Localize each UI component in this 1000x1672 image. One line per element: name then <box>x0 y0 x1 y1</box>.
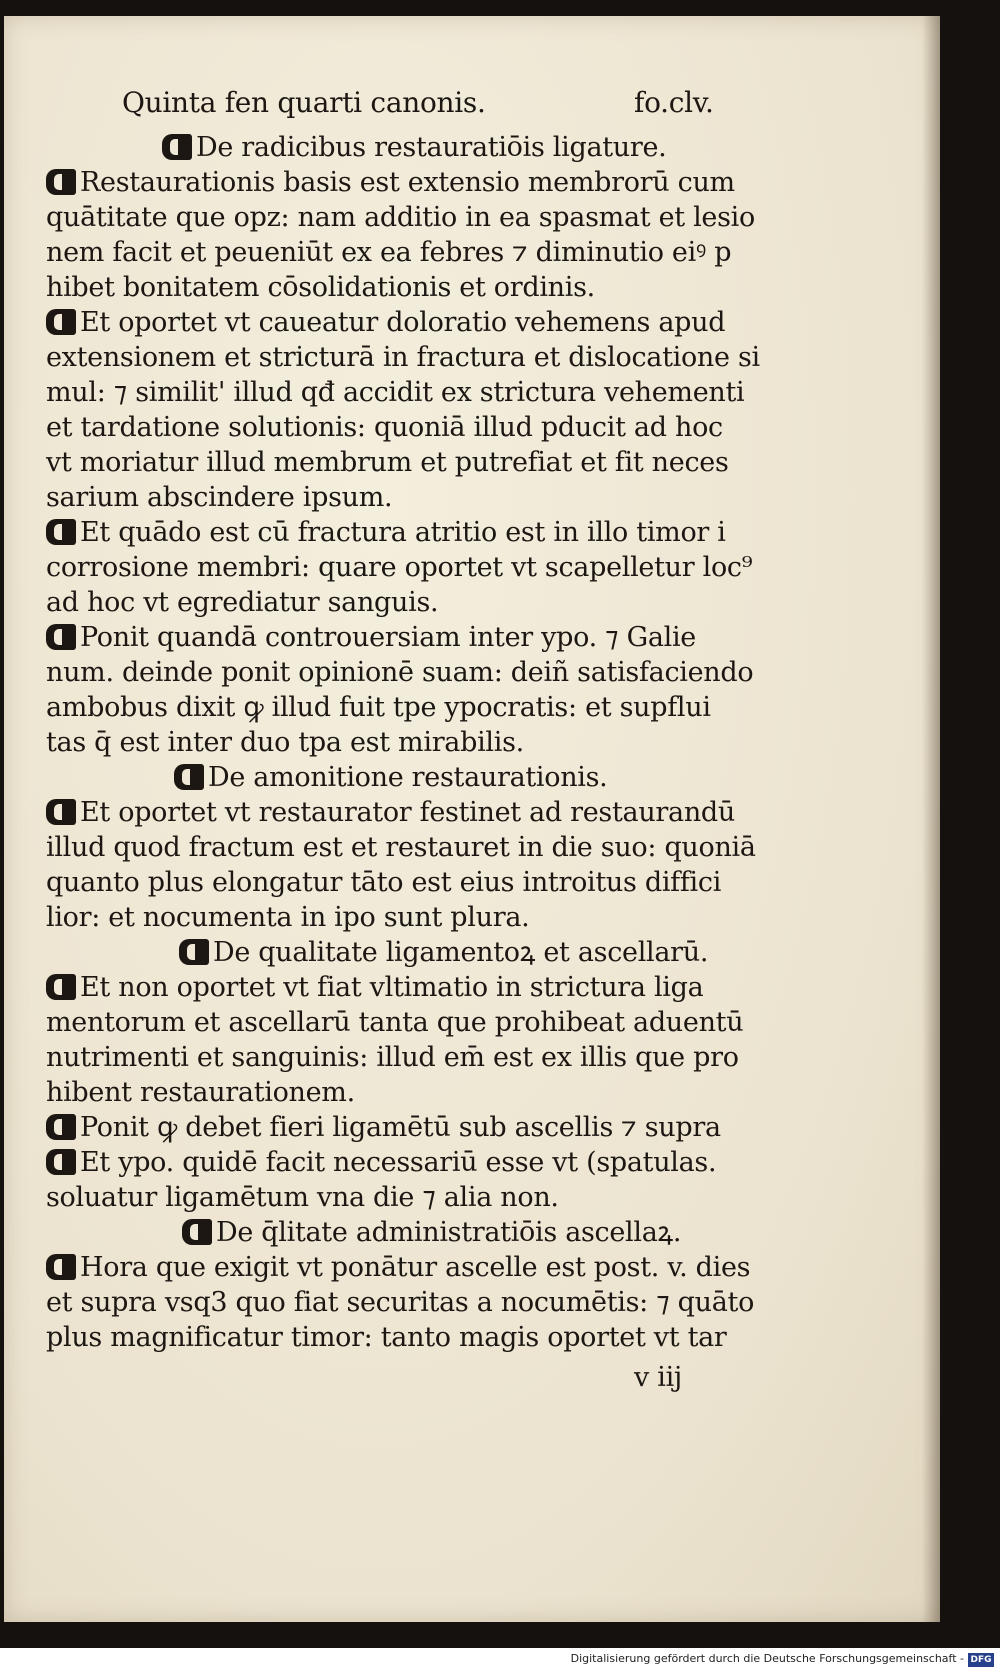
paragraph-start: Hora que exigit vt ponātur ascelle est post. v. dies <box>46 1251 750 1285</box>
section-heading: De amonitione restaurationis. <box>174 761 607 795</box>
paragraph-start: Ponit ꝙ debet fieri ligamētū sub ascellis ⁊ supra <box>46 1111 721 1145</box>
paragraph-start: Et oportet vt restaurator festinet ad restaurandū <box>46 796 735 830</box>
section-heading: De q̄litate administratiōis ascellaꝝ. <box>182 1216 681 1250</box>
text-line: mentorum et ascellarū tanta que prohibeat aduentū <box>46 1007 744 1038</box>
funding-credit: Digitalisierung gefördert durch die Deutsche Forschungsgemeinschaft - <box>570 1652 964 1665</box>
text-line: corrosione membri: quare oportet vt scapelletur loc⁹ <box>46 552 753 583</box>
paragraph-mark-icon <box>46 1149 76 1175</box>
text-block <box>4 16 940 1622</box>
text-line: hibent restaurationem. <box>46 1077 355 1108</box>
paragraph-start: Et oportet vt caueatur doloratio vehemens apud <box>46 306 725 340</box>
text-line: hibet bonitatem cōsolidationis et ordinis. <box>46 272 595 303</box>
text-line: vt moriatur illud membrum et putrefiat et fit neces <box>46 447 729 478</box>
section-heading: De radicibus restauratiōis ligature. <box>162 131 666 165</box>
running-head-title: Quinta fen quarti canonis. <box>122 86 486 119</box>
text-line: num. deinde ponit opinionē suam: deiñ satisfaciendo <box>46 657 754 688</box>
text-line: ambobus dixit ꝙ illud fuit tpe ypocratis: et supflui <box>46 692 711 723</box>
text-line: quātitate que opz: nam additio in ea spasmat et lesio <box>46 202 755 233</box>
text-line: quanto plus elongatur tāto est eius introitus diffici <box>46 867 722 898</box>
dfg-logo: DFG <box>968 1653 994 1667</box>
paragraph-start: Restaurationis basis est extensio membrorū cum <box>46 166 735 200</box>
text-line: nem facit et peueniūt ex ea febres ⁊ diminutio eiꝰ p <box>46 237 732 268</box>
text-line: tas q̄ est inter duo tpa est mirabilis. <box>46 727 524 758</box>
paragraph-mark-icon <box>46 169 76 195</box>
text-line: et tardatione solutionis: quoniā illud pducit ad hoc <box>46 412 723 443</box>
text-line: et supra vsq3 quo fiat securitas a nocumētis: ⁊ quāto <box>46 1287 755 1318</box>
section-heading: De qualitate ligamentoꝝ et ascellarū. <box>179 936 708 970</box>
paragraph-start: Et ypo. quidē facit necessariū esse vt (spatulas. <box>46 1146 716 1180</box>
signature-mark: v iij <box>634 1362 682 1393</box>
text-line: lior: et nocumenta in ipo sunt plura. <box>46 902 530 933</box>
text-line: mul: ⁊ similit' illud qđ accidit ex strictura vehementi <box>46 377 745 408</box>
footer-bar <box>0 1648 1000 1672</box>
paragraph-mark-icon <box>46 1114 76 1140</box>
paragraph-mark-icon <box>162 134 192 160</box>
paragraph-mark-icon <box>46 624 76 650</box>
paragraph-mark-icon <box>174 764 204 790</box>
paragraph-mark-icon <box>46 309 76 335</box>
text-line: sarium abscindere ipsum. <box>46 482 393 513</box>
paragraph-mark-icon <box>46 974 76 1000</box>
paragraph-start: Ponit quandā controuersiam inter ypo. ⁊ Galie <box>46 621 696 655</box>
book-page <box>4 16 940 1622</box>
paragraph-mark-icon <box>179 939 209 965</box>
text-line: soluatur ligamētum vna die ⁊ alia non. <box>46 1182 559 1213</box>
paragraph-start: Et non oportet vt fiat vltimatio in strictura liga <box>46 971 703 1005</box>
paragraph-start: Et quādo est cū fractura atritio est in illo timor i <box>46 516 726 550</box>
running-head-folio: fo.clv. <box>634 86 714 119</box>
text-line: illud quod fractum est et restauret in die suo: quoniā <box>46 832 756 863</box>
text-line: extensionem et stricturā in fractura et dislocatione si <box>46 342 760 373</box>
text-line: ad hoc vt egrediatur sanguis. <box>46 587 439 618</box>
paragraph-mark-icon <box>46 799 76 825</box>
paragraph-mark-icon <box>46 519 76 545</box>
paragraph-mark-icon <box>46 1254 76 1280</box>
text-line: nutrimenti et sanguinis: illud em̄ est ex illis que pro <box>46 1042 739 1073</box>
paragraph-mark-icon <box>182 1219 212 1245</box>
text-line: plus magnificatur timor: tanto magis oportet vt tar <box>46 1322 727 1353</box>
